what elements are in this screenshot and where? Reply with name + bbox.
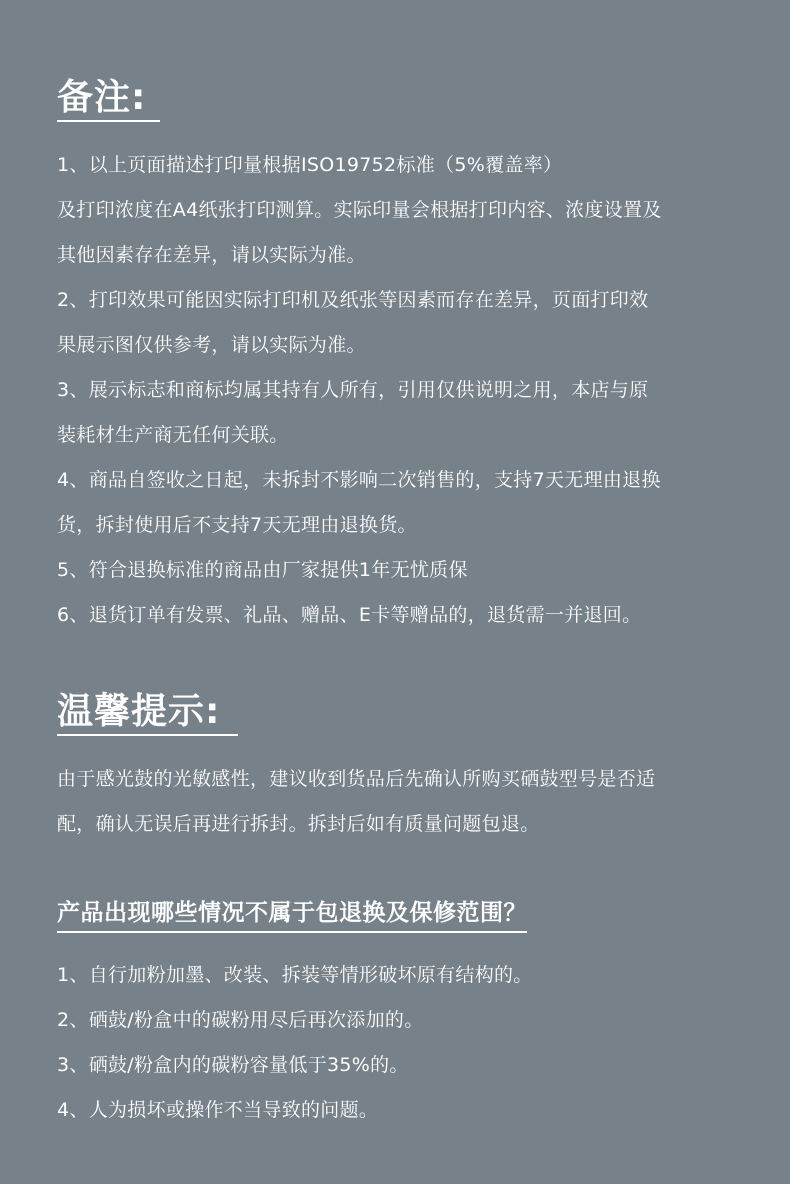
notes-line-6: 3、展示标志和商标均属其持有人所有，引用仅供说明之用，本店与原	[57, 379, 649, 401]
notes-section	[57, 78, 760, 122]
exclusions-line-4: 4、人为损坏或操作不当导致的问题。	[57, 1099, 379, 1121]
notes-list	[57, 143, 760, 638]
tips-heading: 温馨提示:	[57, 691, 221, 732]
notes-line-1: 1、以上页面描述打印量根据ISO19752标准（5%覆盖率）	[57, 154, 563, 176]
tips-section	[57, 692, 760, 736]
exclusions-line-3: 3、硒鼓/粉盒内的碳粉容量低于35%的。	[57, 1054, 409, 1076]
exclusions-heading: 产品出现哪些情况不属于包退换及保修范围？	[57, 900, 527, 926]
exclusions-list	[57, 953, 760, 1133]
notes-line-10: 5、符合退换标准的商品由厂家提供1年无忧质保	[57, 559, 468, 581]
notes-heading: 备注:	[57, 77, 147, 118]
tips-line-1: 由于感光鼓的光敏感性，建议收到货品后先确认所购买硒鼓型号是否适	[57, 768, 656, 790]
notes-line-7: 装耗材生产商无任何关联。	[57, 424, 289, 446]
exclusions-heading-underline	[57, 897, 527, 933]
notes-line-9: 货，拆封使用后不支持7天无理由退换货。	[57, 514, 417, 536]
notes-line-2: 及打印浓度在A4纸张打印测算。实际印量会根据打印内容、浓度设置及	[57, 199, 662, 221]
tips-line-2: 配，确认无误后再进行拆封。拆封后如有质量问题包退。	[57, 813, 540, 835]
notes-line-3: 其他因素存在差异，请以实际为准。	[57, 244, 366, 266]
exclusions-line-1: 1、自行加粉加墨、改装、拆装等情形破坏原有结构的。	[57, 964, 533, 986]
notes-heading-underline	[57, 78, 160, 122]
notes-line-5: 果展示图仅供参考，请以实际为准。	[57, 334, 366, 356]
notes-line-11: 6、退货订单有发票、礼品、赠品、E卡等赠品的，退货需一并退回。	[57, 604, 642, 626]
notes-line-4: 2、打印效果可能因实际打印机及纸张等因素而存在差异，页面打印效	[57, 289, 649, 311]
tips-list	[57, 757, 760, 847]
notes-line-8: 4、商品自签收之日起，未拆封不影响二次销售的，支持7天无理由退换	[57, 469, 661, 491]
tips-heading-underline	[57, 692, 238, 736]
exclusions-line-2: 2、硒鼓/粉盒中的碳粉用尽后再次添加的。	[57, 1009, 424, 1031]
exclusions-section	[57, 897, 760, 933]
